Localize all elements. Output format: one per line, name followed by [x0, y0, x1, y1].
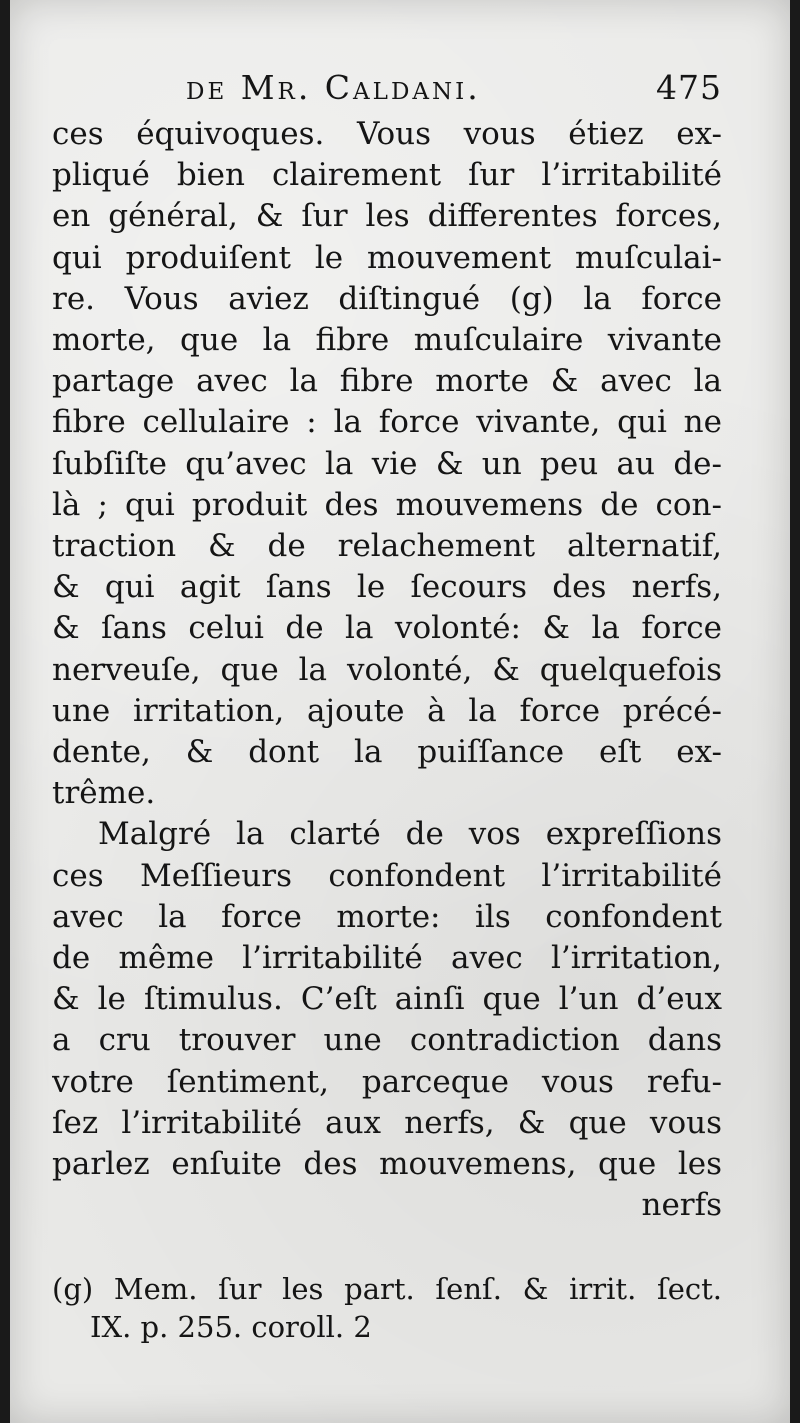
text-line: ces Meſſieurs confondent l’irritabilité: [52, 857, 722, 894]
text-line: morte, que la fibre muſculaire vivante: [52, 322, 722, 359]
text-line: ſez l’irritabilité aux nerfs, & que vous: [52, 1104, 722, 1141]
text-line: une irritation, ajoute à la force précé-: [52, 692, 722, 729]
text-line: nerveuſe, que la volonté, & quelquefois: [52, 651, 722, 688]
text-line: a cru trouver une contradiction dans: [52, 1022, 722, 1059]
footnote: [52, 1270, 722, 1346]
text-line: & le ſtimulus. C’eſt ainſi que l’un d’eux: [52, 981, 722, 1018]
text-line: avec la force morte: ils confondent: [52, 898, 722, 935]
footnote-line: (g) Mem. ſur les part. ſenſ. & irrit. ſect.: [52, 1272, 722, 1307]
running-head: [52, 68, 722, 114]
text-line: là ; qui produit des mouvemens de con-: [52, 486, 722, 523]
text-line: votre ſentiment, parceque vous refu-: [52, 1063, 722, 1100]
catchword: nerfs: [641, 1187, 722, 1224]
running-head-title: de Mr. Caldani.: [186, 68, 481, 107]
paragraph-1: [52, 114, 722, 814]
text-line: qui produiſent le mouvement muſculai-: [52, 239, 722, 276]
text-line: traction & de relachement alternatif,: [52, 528, 722, 565]
page-content: [52, 68, 722, 1346]
book-page: [10, 0, 790, 1423]
text-line: Malgré la clarté de vos expreſſions: [98, 816, 722, 853]
text-line: en général, & ſur les differentes forces,: [52, 198, 722, 235]
text-line: de même l’irritabilité avec l’irritation,: [52, 940, 722, 977]
text-line: re. Vous aviez diſtingué (g) la force: [52, 280, 722, 317]
page-number: 475: [656, 68, 722, 107]
text-line: trême.: [52, 775, 156, 812]
text-line: partage avec la fibre morte & avec la: [52, 363, 722, 400]
footnote-gap: [52, 1226, 722, 1270]
text-line: & ſans celui de la volonté: & la force: [52, 610, 722, 647]
text-line: dente, & dont la puiſſance eſt ex-: [52, 734, 722, 771]
text-line: fibre cellulaire : la force vivante, qui ne: [52, 404, 722, 441]
text-line: & qui agit ſans le ſecours des nerfs,: [52, 569, 722, 606]
footnote-line: IX. p. 255. coroll. 2: [90, 1310, 372, 1345]
text-line: pliqué bien clairement ſur l’irritabilité: [52, 157, 722, 194]
text-line: ces équivoques. Vous vous étiez ex-: [52, 116, 722, 152]
paragraph-2: [52, 814, 722, 1226]
text-line: ſubſiſte qu’avec la vie & un peu au de-: [52, 445, 722, 482]
text-line: parlez enſuite des mouvemens, que les: [52, 1146, 722, 1183]
